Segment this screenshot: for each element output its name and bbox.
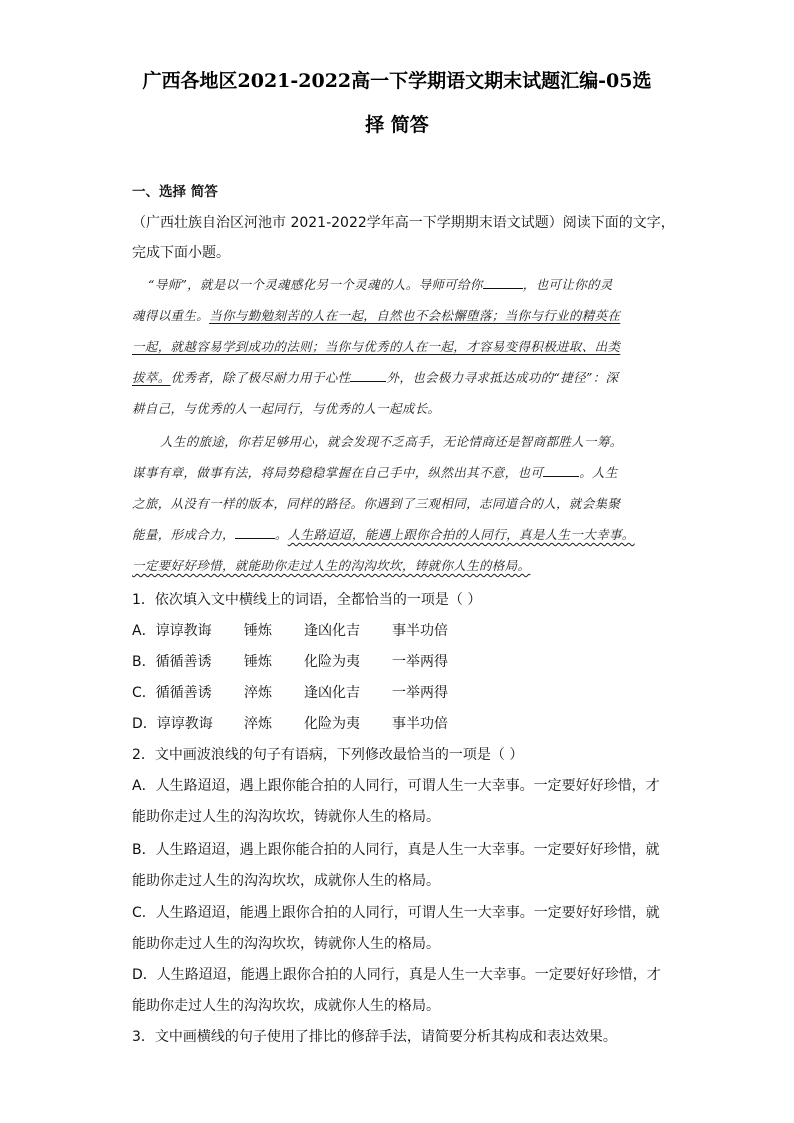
option-word-4: 一举两得 (392, 654, 448, 670)
passage-p2-line-5 (132, 556, 530, 574)
q2-option-c-line-2: 能助你走过人生的沟沟坎坎，铸就你人生的格局。 (132, 936, 440, 952)
underlined-sentence: 一起，就越容易学到成功的法则；当你与优秀的人在一起，才容易变得积极进取、出类 (132, 339, 621, 354)
option-word-2: 淬炼 (244, 685, 272, 701)
q3-stem: 3．文中画横线的句子使用了排比的修辞手法，请简要分析其构成和表达效果。 (132, 1029, 617, 1045)
blank-1 (483, 276, 523, 289)
wavy-sentence: 一定要好好珍惜，就能助你走过人生的沟沟坎坎，铸就你人生的格局。 (132, 558, 531, 573)
option-word-4: 事半功倍 (392, 623, 448, 639)
passage-text: 外，也会极力寻求抵达成功的“捷径”：深 (386, 370, 619, 385)
passage-text: 优秀者，除了极尽耐力用于心性 (170, 370, 351, 385)
q2-option-c-line-1: C．人生路迢迢，能遇上跟你合拍的人同行，可谓人生一大幸事。一定要好好珍惜，就 (132, 905, 660, 921)
passage-p2-line-3: 之旅，从没有一样的版本，同样的路径。你遇到了三观相同，志同道合的人，就会集聚 (132, 496, 621, 511)
passage-text: 谋事有章，做事有法，将局势稳稳掌握在自己手中，纵然出其不意，也可 (132, 465, 544, 480)
q2-option-a-line-1: A．人生路迢迢，遇上跟你能合拍的人同行，可谓人生一大幸事。一定要好好珍惜，才 (132, 778, 660, 794)
passage-p1-line-5: 耕自己，与优秀的人一起同行，与优秀的人一起成长。 (132, 401, 441, 416)
option-label: B．循循善诱 (132, 654, 212, 670)
blank-2 (350, 369, 386, 382)
passage-p1-line-2 (132, 306, 620, 324)
option-word-3: 化险为夷 (304, 716, 360, 732)
document-title-line-1: 广西各地区2021-2022高一下学期语文期末试题汇编-05选 (142, 70, 652, 92)
option-word-2: 淬炼 (244, 716, 272, 732)
blank-3 (543, 464, 579, 477)
option-word-2: 锤炼 (244, 623, 272, 639)
passage-text: 能量，形成合力， (132, 527, 235, 542)
passage-p2-line-1: 人生的旅途，你若足够用心，就会发现不乏高手，无论情商还是智商都胜人一筹。 (160, 434, 623, 449)
option-word-4: 一举两得 (392, 685, 448, 701)
option-label: D．谆谆教诲 (132, 716, 213, 732)
option-word-2: 锤炼 (244, 654, 272, 670)
passage-text: 魂得以重生。 (132, 308, 210, 323)
section-heading: 一、选择 简答 (132, 184, 218, 200)
passage-p1-line-3 (132, 337, 620, 355)
q2-option-d-line-1: D．人生路迢迢，能遇上跟你合拍的人同行，真是人生一大幸事。一定要好好珍惜，才 (132, 967, 661, 983)
source-line-2: 完成下面小题。 (132, 245, 230, 261)
q1-stem: 1．依次填入文中横线上的词语，全都恰当的一项是（ ） (132, 592, 482, 608)
passage-text: 。 (274, 527, 288, 542)
source-line-1: （广西壮族自治区河池市 2021-2022学年高一下学期期末语文试题）阅读下面的文字， (132, 215, 675, 231)
q2-option-b-line-1: B．人生路迢迢，遇上跟你能合拍的人同行，真是人生一大幸事。一定要好好珍惜，就 (132, 842, 660, 858)
blank-4 (235, 526, 275, 539)
passage-p2-line-2 (132, 463, 618, 481)
q2-option-d-line-2: 能助你走过人生的沟沟坎坎，成就你人生的格局。 (132, 998, 440, 1014)
underlined-sentence: 拔萃。 (132, 370, 171, 385)
option-word-3: 逢凶化吉 (304, 685, 360, 701)
q2-option-a-line-2: 能助你走过人生的沟沟坎坎，铸就你人生的格局。 (132, 809, 440, 825)
passage-p1-line-4 (132, 368, 618, 386)
passage-text: ，也可让你的灵 (522, 277, 613, 292)
option-word-3: 逢凶化吉 (304, 623, 360, 639)
passage-text: “导师”，就是以一个灵魂感化另一个灵魂的人。导师可给你 (148, 277, 483, 292)
option-word-4: 事半功倍 (392, 716, 448, 732)
q2-option-b-line-2: 能助你走过人生的沟沟坎坎，成就你人生的格局。 (132, 873, 440, 889)
wavy-sentence: 人生路迢迢，能遇上跟你合拍的人同行，真是人生一大幸事。 (287, 527, 635, 542)
passage-p2-line-4 (132, 525, 635, 543)
q2-stem: 2．文中画波浪线的句子有语病，下列修改最恰当的一项是（ ） (132, 747, 524, 763)
passage-text: 。人生 (579, 465, 618, 480)
underlined-sentence: 当你与勤勉刻苦的人在一起，自然也不会松懈堕落；当你与行业的精英在 (209, 308, 621, 323)
option-label: A．谆谆教诲 (132, 623, 212, 639)
option-word-3: 化险为夷 (304, 654, 360, 670)
document-title-line-2: 择 简答 (365, 114, 429, 136)
passage-p1-line-1 (148, 275, 613, 293)
option-label: C．循循善诱 (132, 685, 212, 701)
